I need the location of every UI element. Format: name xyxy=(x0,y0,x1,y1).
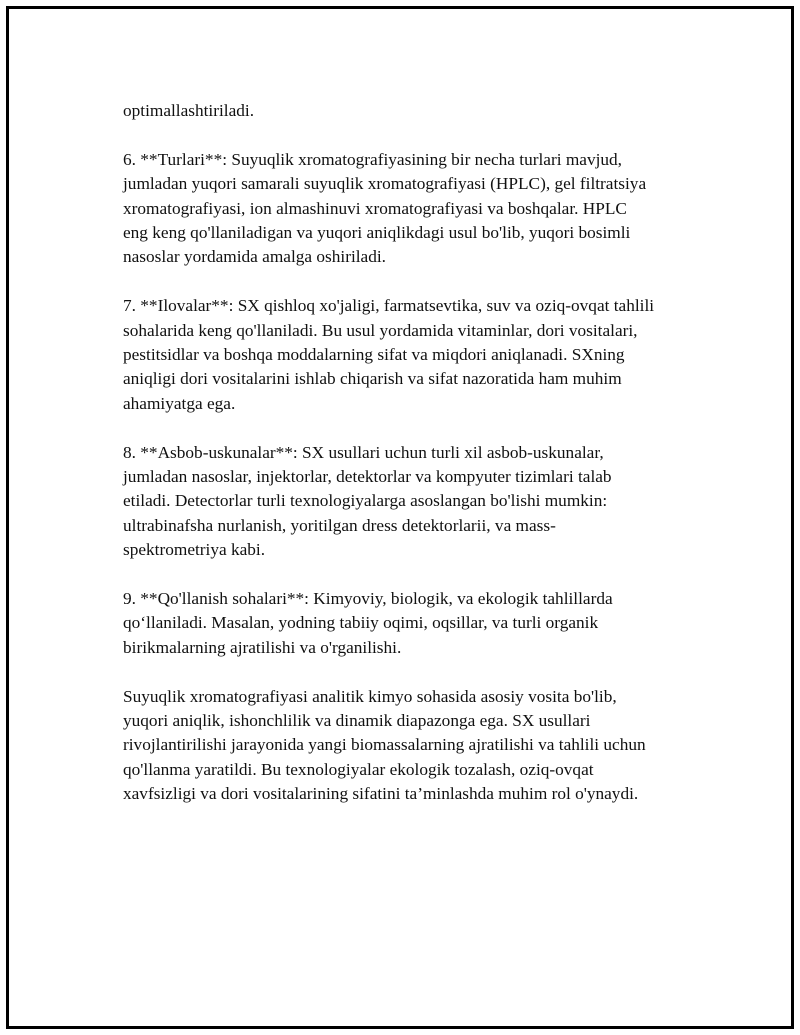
text-line: Suyuqlik xromatografiyasi analitik kimyo sohasida asosiy vosita bo'lib, xyxy=(123,686,617,706)
text-line: ultrabinafsha nurlanish, yoritilgan dress detektorlarii, va mass- xyxy=(123,515,556,535)
text-line: yuqori aniqlik, ishonchlilik va dinamik diapazonga ega. SX usullari xyxy=(123,711,591,731)
document-body xyxy=(123,99,683,831)
text-line: jumladan yuqori samarali suyuqlik xromatografiyasi (HPLC), gel filtratsiya xyxy=(123,174,647,194)
text-line: pestitsidlar va boshqa moddalarning sifat va miqdori aniqlanadi. SXning xyxy=(123,345,625,365)
paragraph-continuation xyxy=(123,99,683,123)
text-line: sohalarida keng qo'llaniladi. Bu usul yordamida vitaminlar, dori vositalari, xyxy=(123,320,638,340)
text-line: nasoslar yordamida amalga oshiriladi. xyxy=(123,247,386,267)
text-line: optimallashtiriladi. xyxy=(123,101,255,120)
paragraph-asbob-uskunalar xyxy=(123,441,683,563)
text-line: eng keng qo'llaniladigan va yuqori aniqlikdagi usul bo'lib, yuqori bosimli xyxy=(123,223,631,243)
paragraph-turlari xyxy=(123,148,683,270)
paragraph-qollanish-sohalari xyxy=(123,587,683,660)
text-line: qo'llanma yaratildi. Bu texnologiyalar ekologik tozalash, oziq-ovqat xyxy=(123,759,594,779)
text-line: qo‘llaniladi. Masalan, yodning tabiiy oqimi, oqsillar, va turli organik xyxy=(123,613,599,633)
text-line: xromatografiyasi, ion almashinuvi xromatografiyasi va boshqalar. HPLC xyxy=(123,198,627,218)
text-line: spektrometriya kabi. xyxy=(123,540,266,560)
text-line: jumladan nasoslar, injektorlar, detektorlar va kompyuter tizimlari talab xyxy=(123,467,612,487)
text-line: 8. **Asbob-uskunalar**: SX usullari uchun turli xil asbob-uskunalar, xyxy=(123,442,604,462)
paragraph-ilovalar xyxy=(123,294,683,416)
text-line: 6. **Turlari**: Suyuqlik xromatografiyasining bir necha turlari mavjud, xyxy=(123,149,622,169)
text-line: 9. **Qo'llanish sohalari**: Kimyoviy, biologik, va ekologik tahlillarda xyxy=(123,589,613,609)
text-line: xavfsizligi va dori vositalarining sifatini ta’minlashda muhim rol o'ynaydi. xyxy=(123,784,639,804)
text-line: birikmalarning ajratilishi va o'rganilishi. xyxy=(123,637,402,657)
text-line: rivojlantirilishi jarayonida yangi biomassalarning ajratilishi va tahlili uchun xyxy=(123,735,646,755)
text-line: etiladi. Detectorlar turli texnologiyalarga asoslangan bo'lishi mumkin: xyxy=(123,491,608,511)
text-line: ahamiyatga ega. xyxy=(123,393,236,413)
document-page xyxy=(6,6,794,1029)
text-line: aniqligi dori vositalarini ishlab chiqarish va sifat nazoratida ham muhim xyxy=(123,369,622,389)
text-line: 7. **Ilovalar**: SX qishloq xo'jaligi, farmatsevtika, suv va oziq-ovqat tahlili xyxy=(123,296,655,316)
paragraph-conclusion xyxy=(123,685,683,807)
